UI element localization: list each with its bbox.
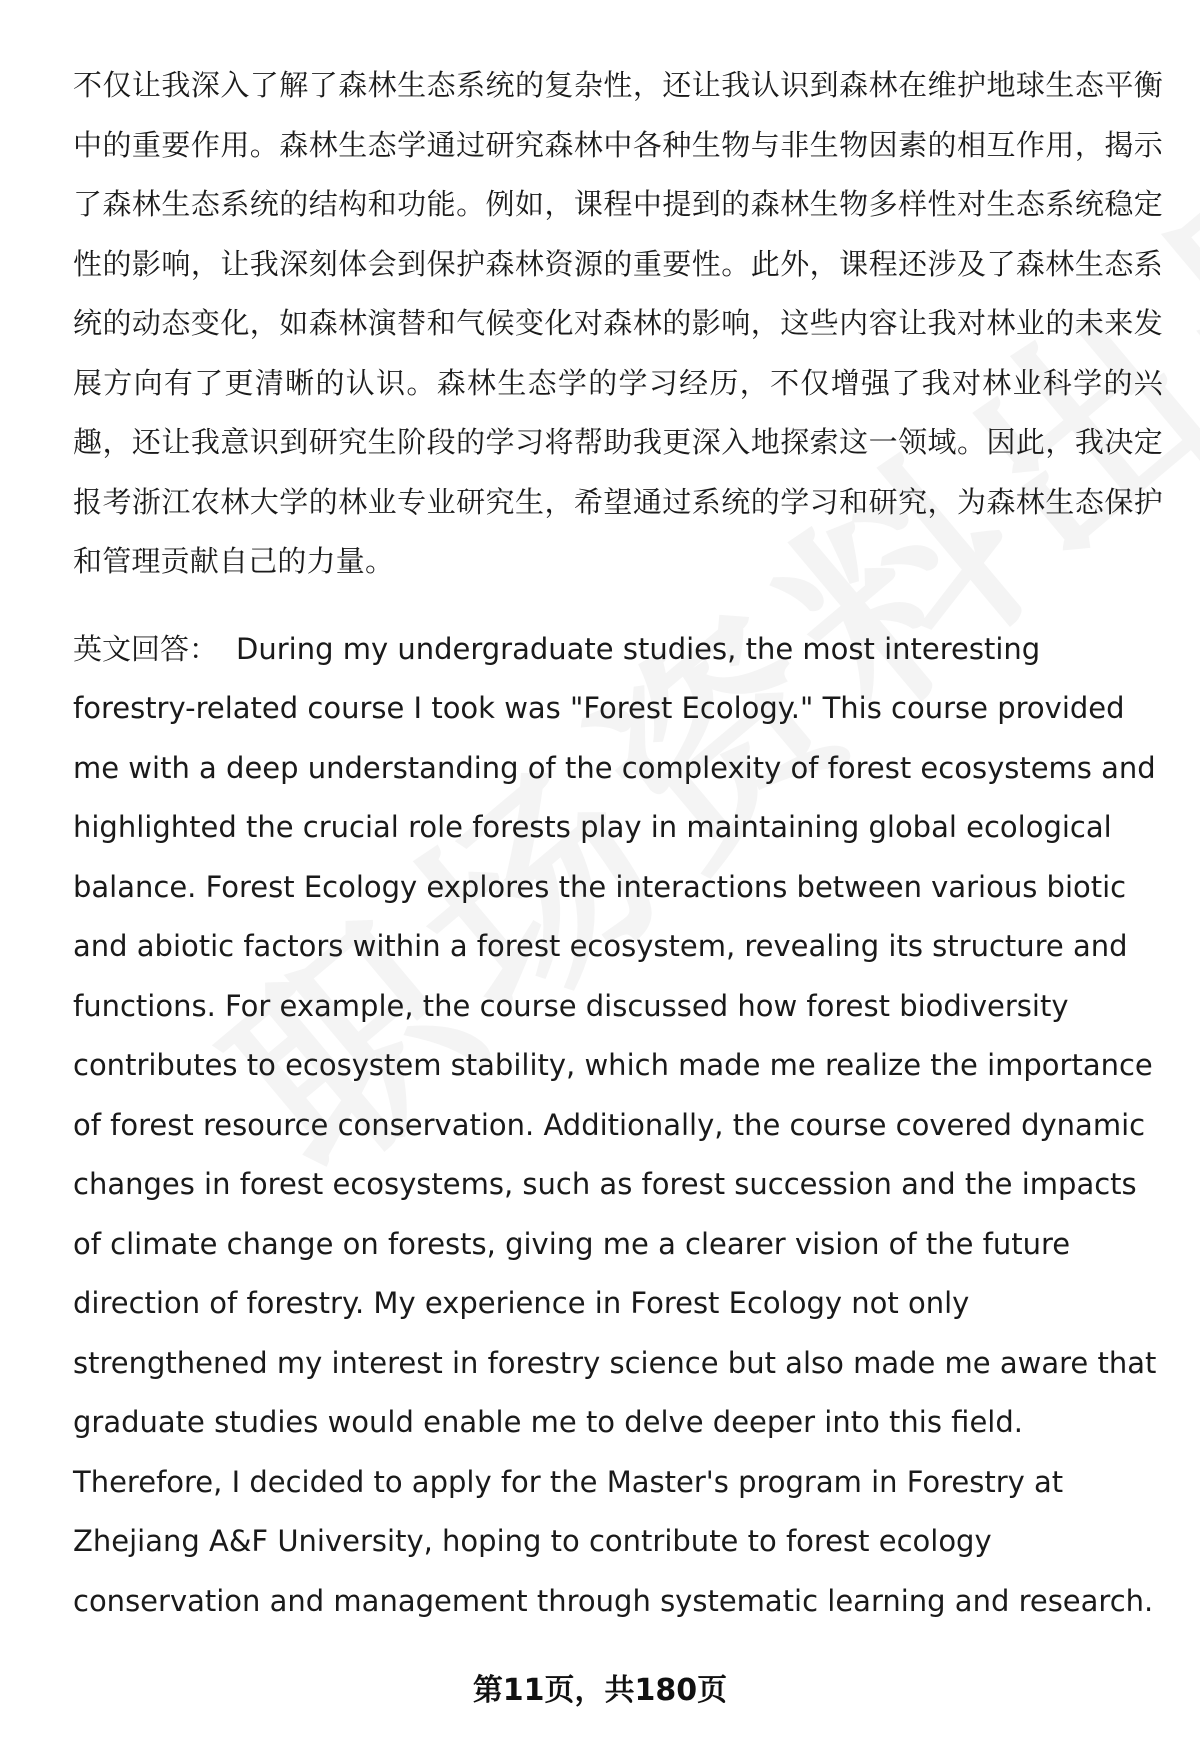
english-answer-paragraph bbox=[73, 620, 1163, 1632]
chinese-paragraph: 不仅让我深入了解了森林生态系统的复杂性，还让我认识到森林在维护地球生态平衡中的重要作用。森林生态学通过研究森林中各种生物与非生物因素的相互作用，揭示了森林生态系统的结构和功能。例如，课程中提到的森林生物多样性对生态系统稳定性的影响，让我深刻体会到保护森林资源的重要性。此外，课程还涉及了森林生态系统的动态变化，如森林演替和气候变化对森林的影响，这些内容让我对林业的未来发展方向有了更清晰的认识。森林生态学的学习经历，不仅增强了我对林业科学的兴趣，还让我意识到研究生阶段的学习将帮助我更深入地探索这一领域。因此，我决定报考浙江农林大学的林业专业研究生，希望通过系统的学习和研究，为森林生态保护和管理贡献自己的力量。 bbox=[73, 68, 1163, 578]
document-body bbox=[73, 56, 1163, 1631]
english-answer-label: 英文回答： bbox=[73, 631, 219, 666]
page-number: 第11页，共180页 bbox=[472, 1673, 728, 1708]
english-answer-text: During my undergraduate studies, the most interesting forestry-related course I took was "Forest Ecology." This course provided me with a deep understanding of the complexity of forest ecosystems and highlighted the crucial role forests play in maintaining global ecological balance. Forest Ecology explores the interactions between various biotic and abiotic factors within a forest ecosystem, revealing its structure and functions. For example, the course discussed how forest biodiversity contributes to ecosystem stability, which made me realize the importance of forest resource conservation. Additionally, the course covered dynamic changes in forest ecosystems, such as forest succession and the impacts of climate change on forests, giving me a clearer vision of the future direction of forestry. My experience in Forest Ecology not only strengthened my interest in forestry science but also made me aware that graduate studies would enable me to delve deeper into this field. Therefore, I decided to apply for the Master's program in Forestry at Zhejiang A&F University, hoping to contribute to forest ecology conservation and management through systematic learning and research. bbox=[73, 631, 1157, 1618]
